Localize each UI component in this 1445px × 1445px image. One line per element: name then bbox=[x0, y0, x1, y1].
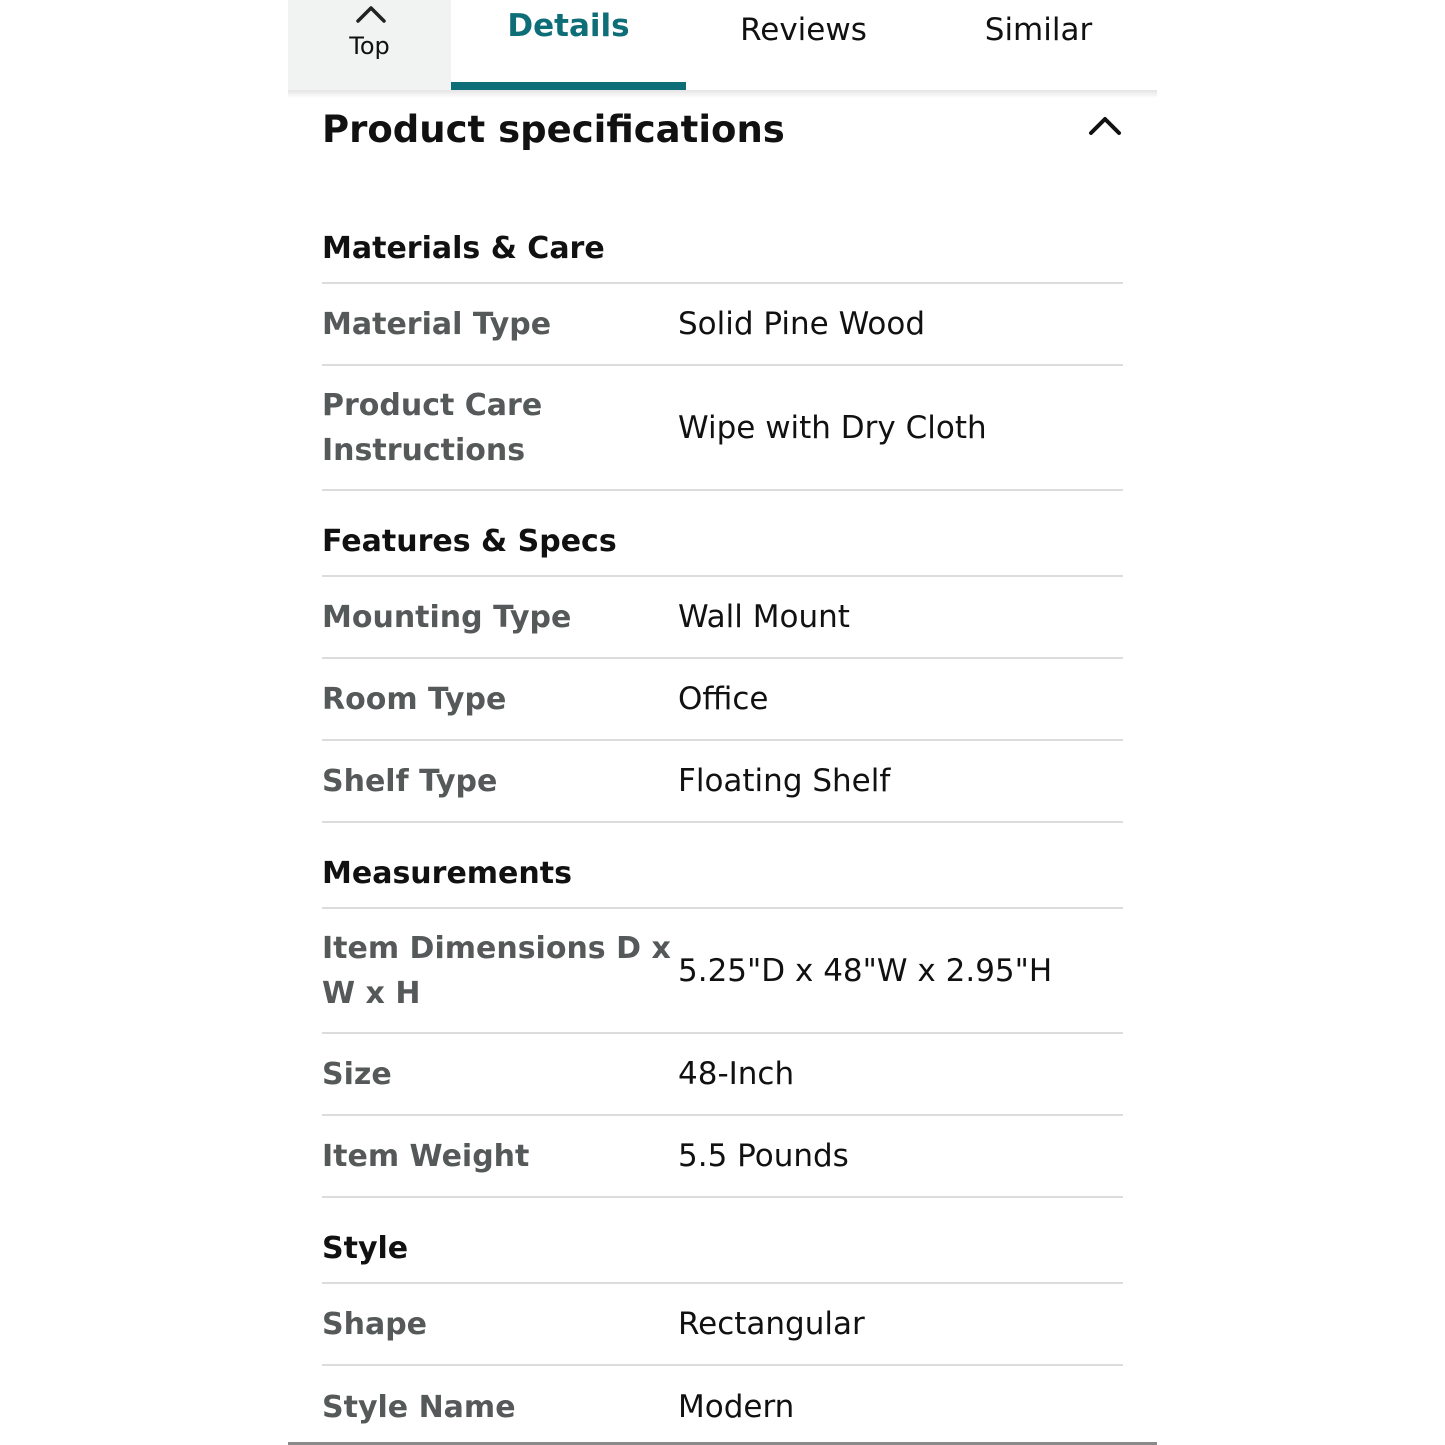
tab-similar[interactable] bbox=[921, 0, 1156, 90]
specifications-header[interactable] bbox=[322, 98, 1123, 216]
section-title-materials-care: Materials & Care bbox=[322, 216, 1123, 284]
tab-bar bbox=[288, 0, 1157, 90]
spec-key: Shape bbox=[322, 1306, 428, 1342]
section-title-measurements: Measurements bbox=[322, 841, 1123, 909]
phone-screen bbox=[288, 0, 1157, 1445]
spec-row bbox=[322, 577, 1123, 659]
spec-value: Wipe with Dry Cloth bbox=[678, 409, 987, 446]
spec-row bbox=[322, 1284, 1123, 1366]
section-gap bbox=[322, 491, 1123, 509]
spec-row bbox=[322, 1034, 1123, 1116]
spec-key: Style Name bbox=[322, 1389, 516, 1425]
spec-row bbox=[322, 741, 1123, 823]
tab-details-label: Details bbox=[507, 8, 630, 44]
chevron-up-icon bbox=[355, 4, 387, 24]
back-to-top-button[interactable] bbox=[288, 0, 451, 90]
spec-key: Material Type bbox=[322, 306, 552, 342]
back-to-top-label: Top bbox=[349, 32, 390, 60]
spec-value: Wall Mount bbox=[678, 599, 850, 635]
specifications-title: Product specifications bbox=[322, 108, 785, 151]
spec-key: Item Weight bbox=[322, 1138, 530, 1174]
spec-row bbox=[322, 909, 1123, 1034]
spec-value: Modern bbox=[678, 1389, 795, 1425]
product-specifications-panel bbox=[322, 98, 1123, 1445]
spec-key: Room Type bbox=[322, 681, 507, 717]
spec-key: Shelf Type bbox=[322, 763, 498, 799]
spec-value: 5.5 Pounds bbox=[678, 1138, 849, 1174]
section-title-style: Style bbox=[322, 1216, 1123, 1284]
spec-key: Product Care Instructions bbox=[322, 387, 543, 468]
spec-row bbox=[322, 1116, 1123, 1198]
tab-bar-shadow bbox=[288, 90, 1157, 98]
section-gap bbox=[322, 823, 1123, 841]
spec-value: Solid Pine Wood bbox=[678, 306, 926, 342]
spec-value: Floating Shelf bbox=[678, 763, 891, 799]
spec-row bbox=[322, 284, 1123, 366]
section-title-features-specs: Features & Specs bbox=[322, 509, 1123, 577]
tab-reviews[interactable] bbox=[686, 0, 921, 90]
spec-value: 48-Inch bbox=[678, 1056, 795, 1092]
spec-row bbox=[322, 366, 1123, 491]
tab-similar-label: Similar bbox=[984, 12, 1093, 48]
tab-reviews-label: Reviews bbox=[740, 12, 867, 48]
spec-key: Mounting Type bbox=[322, 599, 572, 635]
section-gap bbox=[322, 1198, 1123, 1216]
spec-value: Office bbox=[678, 681, 769, 717]
tab-details[interactable] bbox=[451, 0, 686, 90]
spec-key: Size bbox=[322, 1056, 392, 1092]
chevron-up-icon[interactable] bbox=[1087, 112, 1123, 138]
spec-row bbox=[322, 1366, 1123, 1445]
spec-key: Item Dimensions D x W x H bbox=[322, 930, 671, 1011]
spec-value: 5.25"D x 48"W x 2.95"H bbox=[678, 952, 1053, 989]
spec-row bbox=[322, 659, 1123, 741]
spec-value: Rectangular bbox=[678, 1306, 865, 1342]
